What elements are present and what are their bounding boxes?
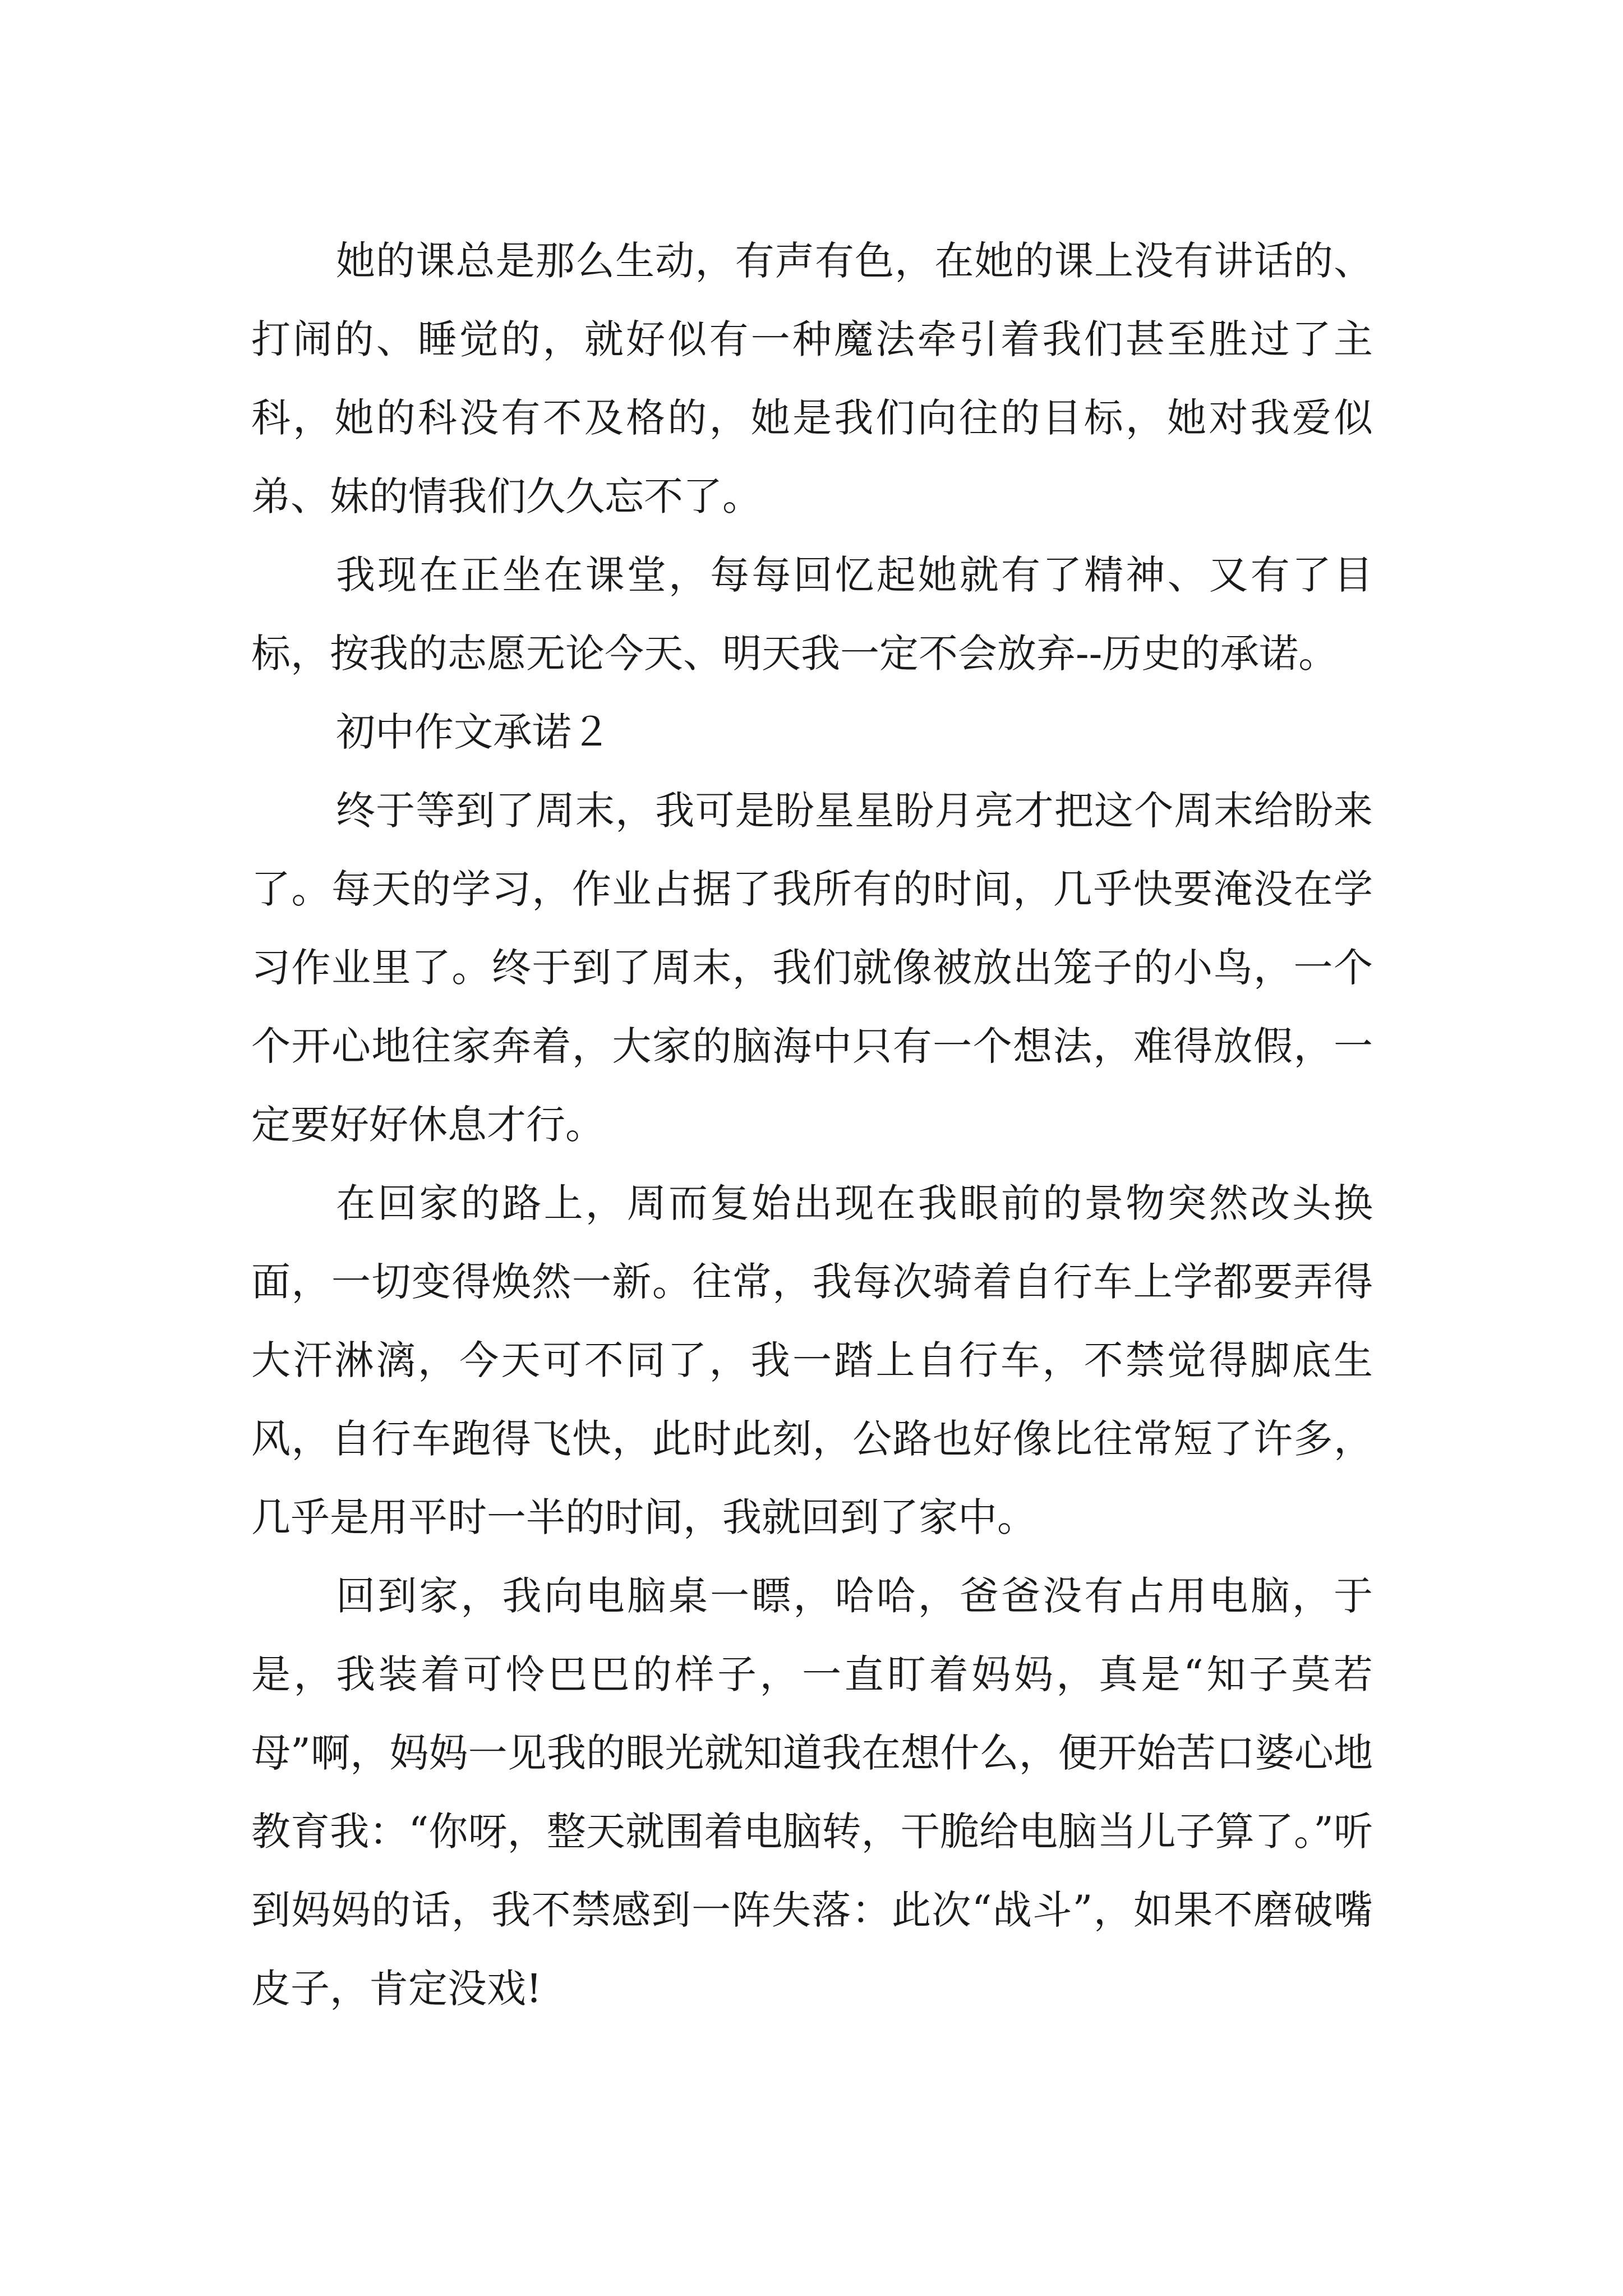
- paragraph-promise-history: 我现在正坐在课堂，每每回忆起她就有了精神、又有了目标，按我的志愿无论今天、明天我一定不会放弃--历史的承诺。: [251, 552, 1373, 677]
- paragraph-teacher-class: 她的课总是那么生动，有声有色，在她的课上没有讲话的、打闹的、睡觉的，就好似有一种魔法牵引着我们甚至胜过了主科，她的科没有不及格的，她是我们向往的目标，她对我爱似弟、妹的情我们久久忘不了。: [251, 238, 1373, 519]
- paragraph-way-home: 在回家的路上，周而复始出现在我眼前的景物突然改头换面，一切变得焕然一新。往常，我每次骑着自行车上学都要弄得大汗淋漓，今天可不同了，我一踏上自行车，不禁觉得脚底生风，自行车跑得飞快，此时此刻，公路也好像比往常短了许多，几乎是用平时一半的时间，我就回到了家中。: [251, 1180, 1373, 1540]
- paragraph-computer: 回到家，我向电脑桌一瞟，哈哈，爸爸没有占用电脑，于是，我装着可怜巴巴的样子，一直盯着妈妈，真是“知子莫若母”啊，妈妈一见我的眼光就知道我在想什么，便开始苦口婆心地教育我：“你呀，整天就围着电脑转，干脆给电脑当儿子算了。”听到妈妈的话，我不禁感到一阵失落：此次“战斗”，如果不磨破嘴皮子，肯定没戏!: [251, 1573, 1373, 2012]
- section-title: 初中作文承诺２: [336, 709, 611, 755]
- document-page: [251, 222, 1373, 2028]
- paragraph-weekend: 终于等到了周末，我可是盼星星盼月亮才把这个周末给盼来了。每天的学习，作业占据了我所有的时间，几乎快要淹没在学习作业里了。终于到了周末，我们就像被放出笼子的小鸟，一个个开心地往家奔着，大家的脑海中只有一个想法，难得放假，一定要好好休息才行。: [251, 788, 1373, 1148]
